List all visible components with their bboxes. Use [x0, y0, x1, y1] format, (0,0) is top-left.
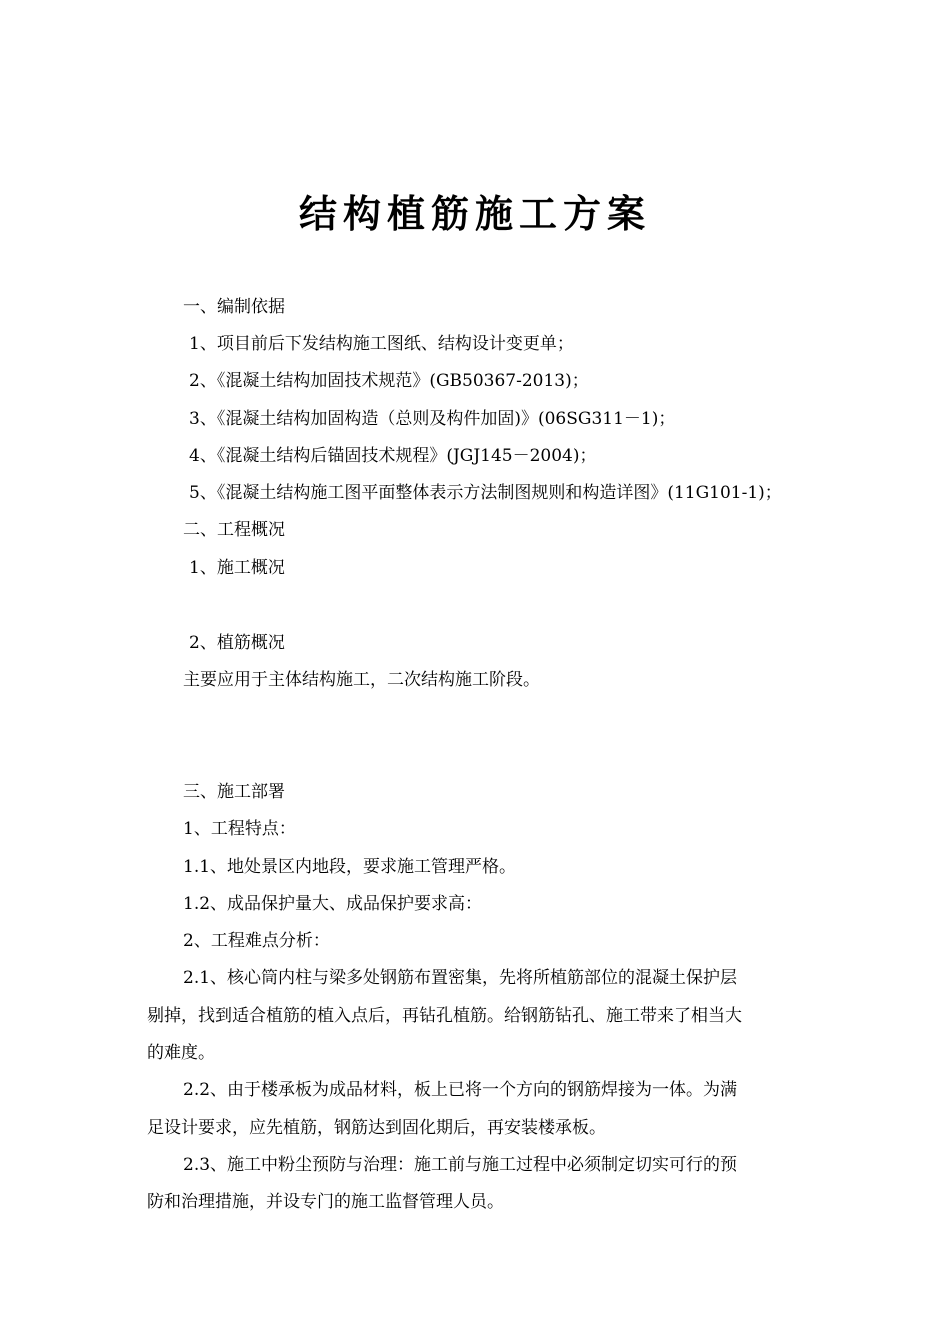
document-title: 结构植筋施工方案: [298, 192, 651, 236]
section-heading-2: 二、工程概况: [183, 520, 285, 540]
subsection-rebar-overview: 2、植筋概况: [189, 633, 285, 653]
difficulty-2-1-line-3: 的难度。: [147, 1043, 215, 1063]
rebar-overview-text: 主要应用于主体结构施工，二次结构施工阶段。: [183, 670, 540, 690]
subsection-construction-overview: 1、施工概况: [189, 558, 285, 578]
section-heading-1: 一、编制依据: [183, 297, 285, 317]
basis-item-1: 1、项目前后下发结构施工图纸、结构设计变更单；: [189, 334, 574, 354]
basis-item-4: 4、《混凝土结构后锚固技术规程》(JGJ145－2004)；: [189, 446, 597, 466]
feature-item-1-1: 1.1、地处景区内地段，要求施工管理严格。: [183, 857, 517, 877]
difficulty-2-1-line-1: 2.1、核心筒内柱与梁多处钢筋布置密集，先将所植筋部位的混凝土保护层: [183, 968, 738, 988]
basis-item-5: 5、《混凝土结构施工图平面整体表示方法制图规则和构造详图》(11G101-1)；: [189, 483, 782, 503]
basis-item-3: 3、《混凝土结构加固构造（总则及构件加固)》(06SG311－1)；: [189, 409, 676, 429]
section-heading-3: 三、施工部署: [183, 782, 285, 802]
subsection-features: 1、工程特点：: [183, 819, 296, 839]
difficulty-2-1-line-2: 剔掉，找到适合植筋的植入点后，再钻孔植筋。给钢筋钻孔、施工带来了相当大: [147, 1006, 742, 1026]
basis-item-2: 2、《混凝土结构加固技术规范》(GB50367-2013)；: [189, 371, 589, 391]
difficulty-2-3-line-2: 防和治理措施，并设专门的施工监督管理人员。: [147, 1192, 504, 1212]
feature-item-1-2: 1.2、成品保护量大、成品保护要求高：: [183, 894, 483, 914]
difficulty-2-3-line-1: 2.3、施工中粉尘预防与治理：施工前与施工过程中必须制定切实可行的预: [183, 1155, 738, 1175]
subsection-difficulties: 2、工程难点分析：: [183, 931, 330, 951]
difficulty-2-2-line-1: 2.2、由于楼承板为成品材料，板上已将一个方向的钢筋焊接为一体。为满: [183, 1080, 738, 1100]
difficulty-2-2-line-2: 足设计要求，应先植筋，钢筋达到固化期后，再安装楼承板。: [147, 1118, 606, 1138]
